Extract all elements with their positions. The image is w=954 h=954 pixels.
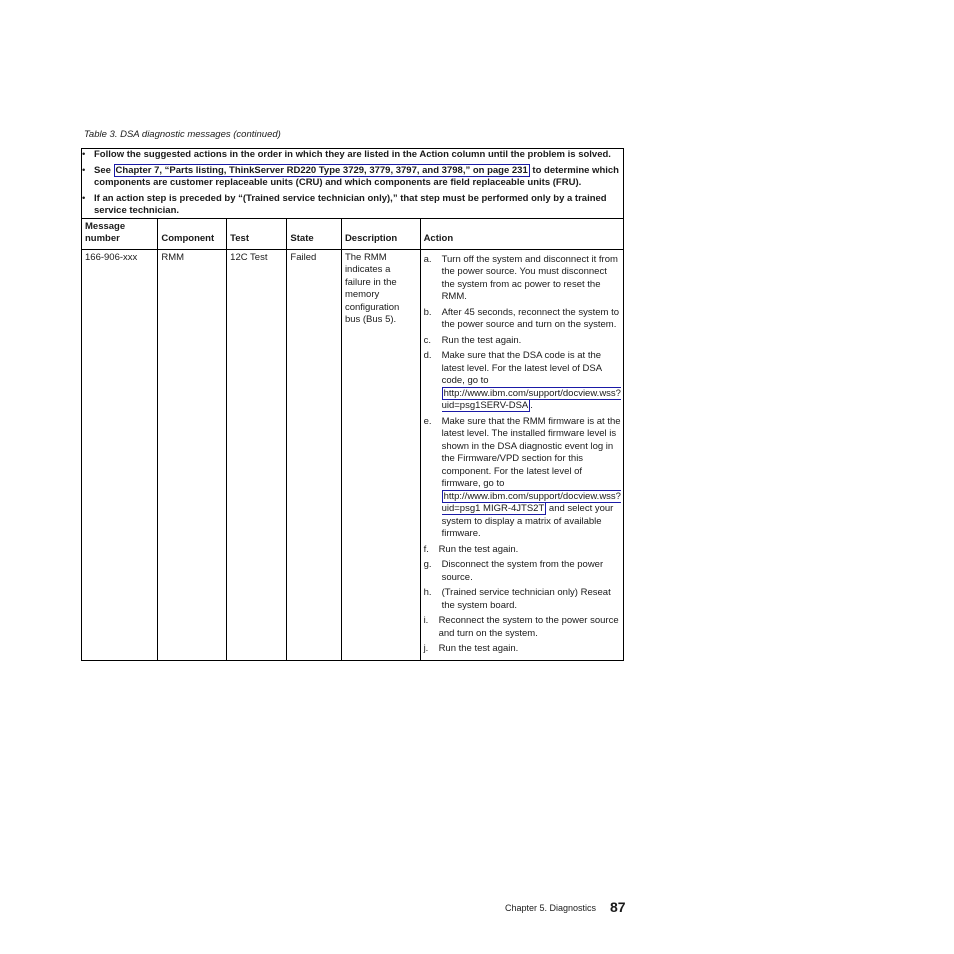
- action-step-e: e. Make sure that the RMM firmware is at the latest level. The installed firmware level is shown in the DSA diagnostic event log in the Firmware/VPD section for this component. For the latest level of firmware, go to http://www.ibm.com/support/docview.wss?uid=psg1 MIGR-4JTS2T and select your system to display a matrix of available firmware.: [423, 415, 621, 539]
- header-description: Description: [341, 218, 420, 249]
- action-step-f: f. Run the test again.: [423, 543, 519, 555]
- action-step-j: j. Run the test again.: [423, 643, 519, 654]
- cell-component: RMM: [158, 249, 227, 660]
- cell-test: 12C Test: [227, 249, 287, 660]
- header-test: Test: [227, 218, 287, 249]
- cell-state: Failed: [287, 249, 342, 660]
- action-step-g: g. Disconnect the system from the power source.: [423, 559, 604, 583]
- action-step-d: d. Make sure that the DSA code is at the latest level. For the latest level of DSA code, go to http://www.ibm.com/support/docview.wss?uid=psg1SERV-DSA .: [423, 350, 621, 411]
- header-component: Component: [158, 218, 227, 249]
- chapter-7-link[interactable]: Chapter 7, “Parts listing, ThinkServer RD220 Type 3729, 3779, 3797, and 3798,” on page 231: [115, 164, 528, 176]
- dsa-code-link[interactable]: http://www.ibm.com/support/docview.wss?uid=psg1SERV-DSA: [441, 387, 621, 411]
- action-step-c: c. Run the test again.: [423, 334, 522, 346]
- page-number: 87: [610, 899, 626, 915]
- bullet-icon: •: [82, 149, 86, 160]
- note-item: [82, 165, 623, 190]
- note-text: See Chapter 7, “Parts listing, ThinkServer RD220 Type 3729, 3779, 3797, and 3798,” on page 231 to determine which components are customer replaceable units (CRU) and which components are field replaceable units (FRU).: [94, 164, 619, 188]
- note-text: Follow the suggested actions in the order in which they are listed in the Action column until the problem is solved.: [94, 149, 611, 160]
- bullet-icon: •: [82, 192, 86, 204]
- dsa-diagnostic-table: [81, 148, 624, 661]
- action-step-a: a. Turn off the system and disconnect it from the power source. You must disconnect the system from ac power to reset the RMM.: [423, 253, 618, 302]
- header-action: Action: [420, 218, 623, 249]
- bullet-icon: •: [82, 164, 86, 176]
- header-state: State: [287, 218, 342, 249]
- action-step-i: i. Reconnect the system to the power source and turn on the system.: [423, 615, 619, 639]
- cell-description: The RMM indicates a failure in the memory configuration bus (Bus 5).: [341, 249, 420, 660]
- footer-chapter-label: Chapter 5. Diagnostics: [505, 903, 597, 913]
- table-caption: Table 3. DSA diagnostic messages (continued): [84, 129, 281, 140]
- table-row: [82, 249, 624, 660]
- cell-message-number: 166-906-xxx: [82, 249, 158, 660]
- note-item: [82, 193, 623, 218]
- table-header-row: [82, 218, 624, 249]
- action-step-h: h. (Trained service technician only) Reseat the system board.: [423, 587, 611, 611]
- header-message-number: Message number: [82, 218, 158, 249]
- note-item: [82, 149, 623, 162]
- table-notes: [82, 149, 624, 219]
- cell-action: [420, 249, 623, 660]
- action-step-b: b. After 45 seconds, reconnect the system to the power source and turn on the system.: [423, 306, 619, 330]
- note-text: If an action step is preceded by “(Trained service technician only),” that step must be performed only by a trained service technician.: [94, 192, 607, 216]
- rmm-firmware-link[interactable]: http://www.ibm.com/support/docview.wss?uid=psg1 MIGR-4JTS2T: [441, 490, 621, 514]
